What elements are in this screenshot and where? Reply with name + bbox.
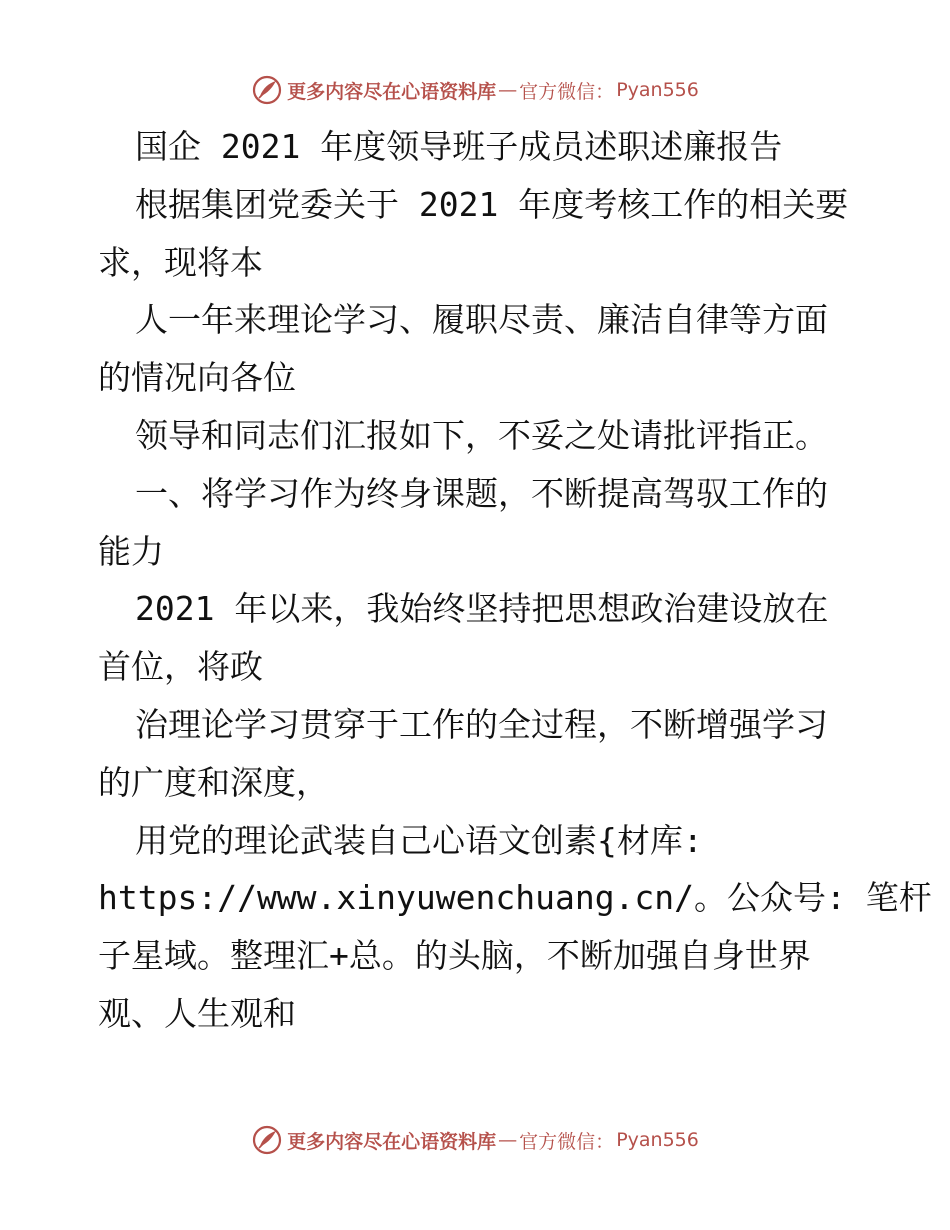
watermark-wechat-label: 官方微信： (519, 80, 615, 103)
paragraph-line: 子星域。整理汇+总。的头脑，不断加强自身世界 (98, 936, 811, 976)
watermark-handle: Pyan556 (616, 1129, 699, 1151)
paragraph-line: 求，现将本 (98, 242, 263, 282)
watermark-dash: — (498, 1129, 518, 1151)
document-body (98, 118, 932, 1043)
quill-logo-icon (251, 1124, 283, 1156)
watermark-label: 更多内容尽在心语资料库 (287, 1130, 497, 1153)
section-heading: 能力 (98, 531, 164, 571)
paragraph-line: 2021 年以来，我始终坚持把思想政治建设放在 (135, 589, 829, 629)
paragraph-line-url: https://www.xinyuwenchuang.cn/。公众号: 笔杆 (98, 878, 932, 918)
watermark-handle: Pyan556 (616, 79, 699, 101)
quill-logo-icon (251, 74, 283, 106)
paragraph-line: 治理论学习贯穿于工作的全过程，不断增强学习 (135, 704, 828, 744)
watermark-dash: — (498, 79, 518, 101)
header-watermark (0, 70, 950, 110)
paragraph-line: 领导和同志们汇报如下，不妥之处请批评指正。 (135, 415, 828, 455)
paragraph-line: 的情况向各位 (98, 358, 296, 398)
paragraph-line: 首位，将政 (98, 647, 263, 687)
paragraph-line: 观、人生观和 (98, 993, 296, 1033)
footer-watermark (0, 1120, 950, 1160)
paragraph-line: 的广度和深度， (98, 762, 329, 802)
watermark-wechat-label: 官方微信： (519, 1130, 615, 1153)
document-title: 国企 2021 年度领导班子成员述职述廉报告 (135, 127, 783, 166)
paragraph-line: 用党的理论武装自己心语文创素{材库: (135, 820, 703, 860)
watermark-label: 更多内容尽在心语资料库 (287, 80, 497, 103)
paragraph-line: 人一年来理论学习、履职尽责、廉洁自律等方面 (135, 300, 828, 340)
section-heading: 一、将学习作为终身课题，不断提高驾驭工作的 (135, 473, 828, 513)
paragraph-line: 根据集团党委关于 2021 年度考核工作的相关要 (135, 184, 849, 224)
